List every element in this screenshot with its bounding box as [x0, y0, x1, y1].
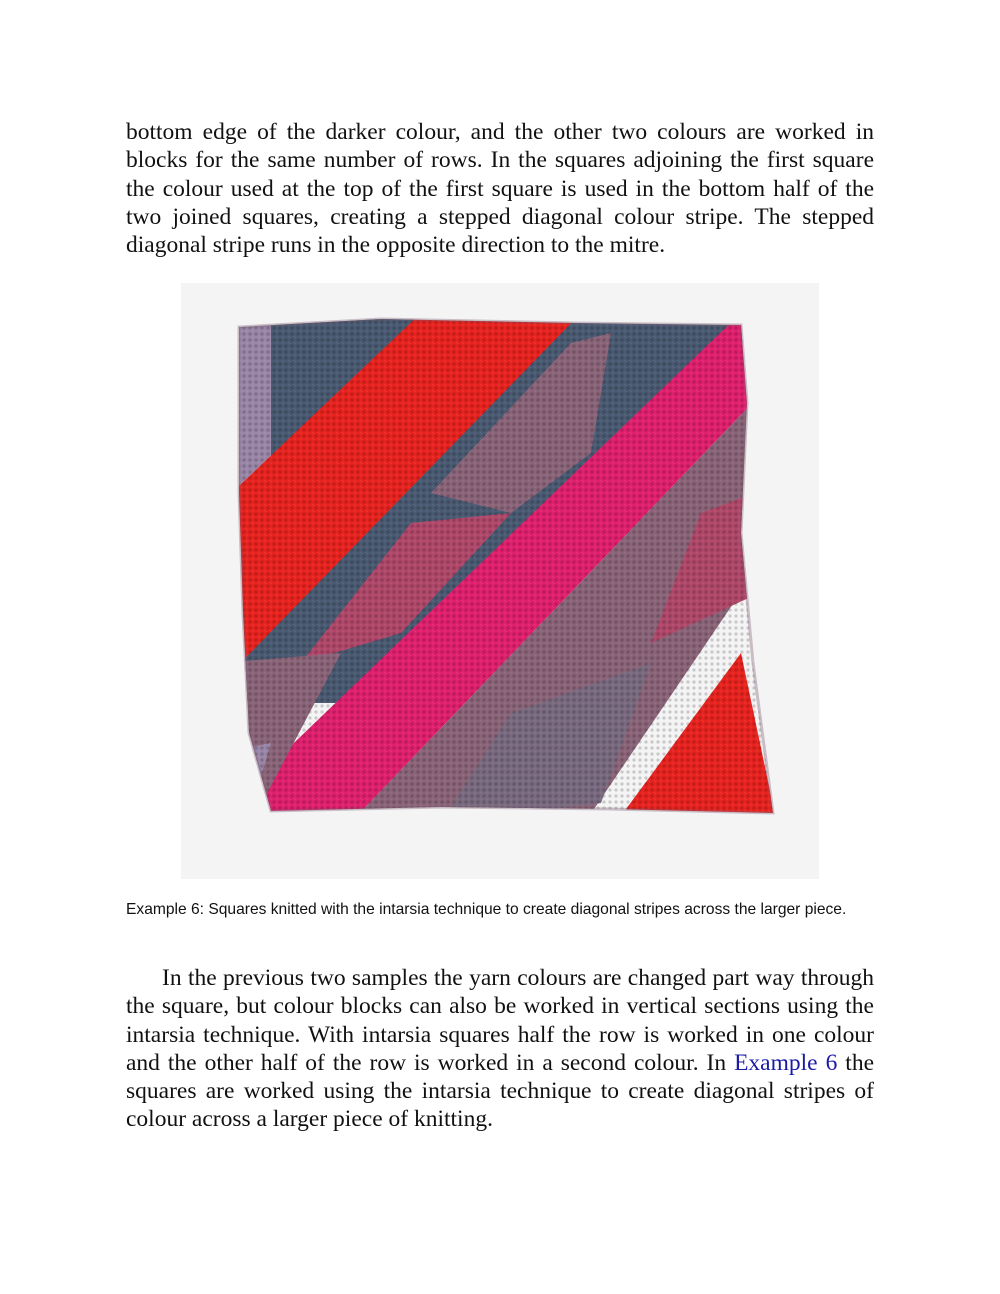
body-paragraph — [126, 964, 874, 1134]
body-paragraph: bottom edge of the darker colour, and the other two colours are worked in blocks for the same number of rows. In the squares adjoining the first square the colour used at the top of the first square is used in the bottom half of the two joined squares, creating a stepped diagonal colour stripe. The stepped diagonal stripe runs in the opposite direction to the mitre. — [126, 119, 874, 259]
figure-caption: Example 6: Squares knitted with the intarsia technique to create diagonal stripes across the larger piece. — [126, 901, 847, 918]
knitted-squares-illustration — [181, 283, 819, 879]
knitted-sample-photo — [181, 283, 819, 879]
paragraph-text: the squares are worked using the intarsia technique to create diagonal stripes of colour across a larger piece of knitting. — [126, 1049, 874, 1133]
paragraph-text: In the previous two samples the yarn colours are changed part way through the square, but colour blocks can also be worked in vertical sections using the intarsia technique. With intarsia squares half the row is worked in one colour and the other half of the row is worked in a second colour. In — [126, 965, 874, 1076]
example-6-link[interactable]: Example 6 — [734, 1049, 838, 1076]
